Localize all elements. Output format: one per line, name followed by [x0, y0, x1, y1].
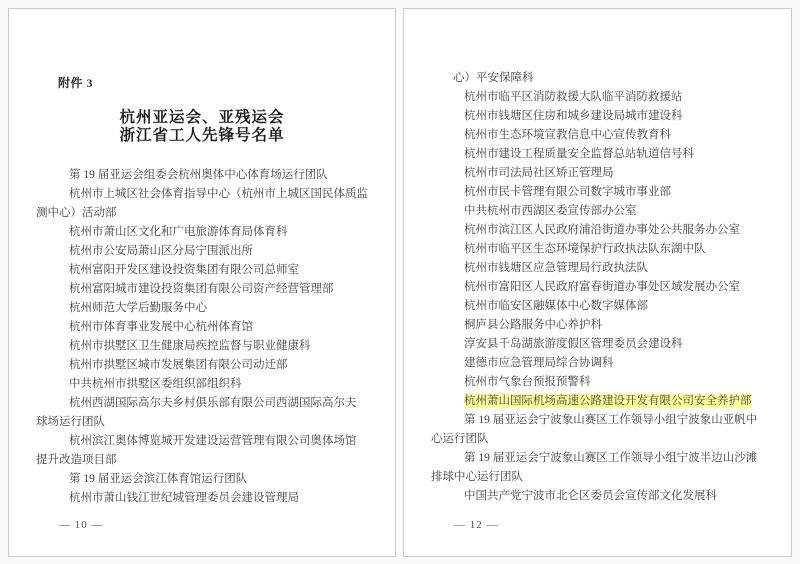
- list-item: 杭州市临安区融媒体中心数字媒体部: [464, 300, 648, 312]
- pioneer-list-left: [36, 166, 387, 508]
- list-item: 杭州市民卡管理有限公司数字城市事业部: [464, 186, 671, 198]
- list-item: 球场运行团队: [36, 416, 105, 428]
- list-item: 第 19 届亚运会宁波象山赛区工作领导小组宁波半边山沙滩: [464, 452, 758, 464]
- list-item: 杭州市公安局萧山区分局宁围派出所: [69, 245, 253, 257]
- list-item: 杭州市临平区消防救援大队临平消防救援站: [464, 91, 683, 103]
- list-item: 中国共产党宁波市北仑区委员会宣传部文化发展科: [464, 490, 717, 502]
- document-page-right: [403, 8, 792, 557]
- list-item: 杭州市滨江区人民政府浦沿街道办事处公共服务办公室: [464, 224, 740, 236]
- list-item: 心）平安保障科: [453, 72, 534, 84]
- document-title: [9, 109, 395, 145]
- list-item: 建德市应急管理局综合协调科: [464, 357, 614, 369]
- list-item: 杭州市拱墅区城市发展集团有限公司动迁部: [69, 359, 288, 371]
- list-item: 杭州市建设工程质量安全监督总站轨道信号科: [464, 148, 694, 160]
- document-page-left: [8, 8, 396, 557]
- list-item: 杭州市临平区生态环境保护行政执法队东湖中队: [464, 243, 706, 255]
- list-item: 杭州市富阳区人民政府富春街道办事处区域发展办公室: [464, 281, 740, 293]
- list-item: 心运行团队: [431, 433, 489, 445]
- list-item: 第 19 届亚运会宁波象山赛区工作领导小组宁波象山亚帆中: [464, 414, 758, 426]
- list-item: 杭州市气象台预报预警科: [464, 376, 591, 388]
- list-item: 第 19 届亚运会滨江体育馆运行团队: [69, 473, 248, 485]
- list-item: 中共杭州市西湖区委宣传部办公室: [464, 205, 637, 217]
- list-item: 杭州市钱塘区应急管理局行政执法队: [464, 262, 648, 274]
- document-title-line1: 杭州亚运会、亚残运会: [119, 109, 285, 126]
- list-item: 杭州市萧山区文化和广电旅游体育局体育科: [69, 226, 288, 238]
- list-item: 杭州滨江奥体博览城开发建设运营管理有限公司奥体场馆: [69, 435, 357, 447]
- list-item: 中共杭州市拱墅区委组织部组织科: [69, 378, 242, 390]
- list-item: 第 19 届亚运会组委会杭州奥体中心体育场运行团队: [69, 169, 328, 181]
- list-item: 杭州市司法局社区矫正管理局: [464, 167, 614, 179]
- pioneer-list-right: [431, 69, 783, 506]
- list-item: 杭州市生态环境宣教信息中心宣传教育科: [464, 129, 671, 141]
- highlighted-list-item-text: 杭州萧山国际机场高速公路建设开发有限公司安全养护部: [464, 395, 752, 407]
- list-item: 淳安县千岛湖旅游度假区管理委员会建设科: [464, 338, 683, 350]
- list-item: [431, 392, 783, 411]
- list-item: 杭州市拱墅区卫生健康局疾控监督与职业健康科: [69, 340, 311, 352]
- page-number-right: — 12 —: [454, 519, 499, 531]
- list-item: 杭州市体育事业发展中心杭州体育馆: [69, 321, 253, 333]
- list-item: 排球中心运行团队: [431, 471, 523, 483]
- list-item: 提升改造项目部: [36, 454, 117, 466]
- list-item: 杭州师范大学后勤服务中心: [69, 302, 207, 314]
- page-number-left: — 10 —: [59, 519, 104, 531]
- list-item: 杭州市上城区社会体育指导中心（杭州市上城区国民体质监: [69, 188, 368, 200]
- attachment-label: 附件 3: [58, 76, 94, 90]
- list-item: 杭州富阳开发区建设投资集团有限公司总师室: [69, 264, 299, 276]
- document-title-line2: 浙江省工人先锋号名单: [119, 127, 285, 144]
- list-item: 测中心）活动部: [36, 207, 117, 219]
- list-item: 杭州富阳城市建设投资集团有限公司资产经营管理部: [69, 283, 334, 295]
- list-item: 杭州市萧山钱江世纪城管理委员会建设管理局: [69, 492, 299, 504]
- list-item: 杭州市钱塘区住房和城乡建设局城市建设科: [464, 110, 683, 122]
- list-item: 杭州西湖国际高尔夫乡村俱乐部有限公司西湖国际高尔夫: [69, 397, 357, 409]
- list-item: 桐庐县公路服务中心养护科: [464, 319, 602, 331]
